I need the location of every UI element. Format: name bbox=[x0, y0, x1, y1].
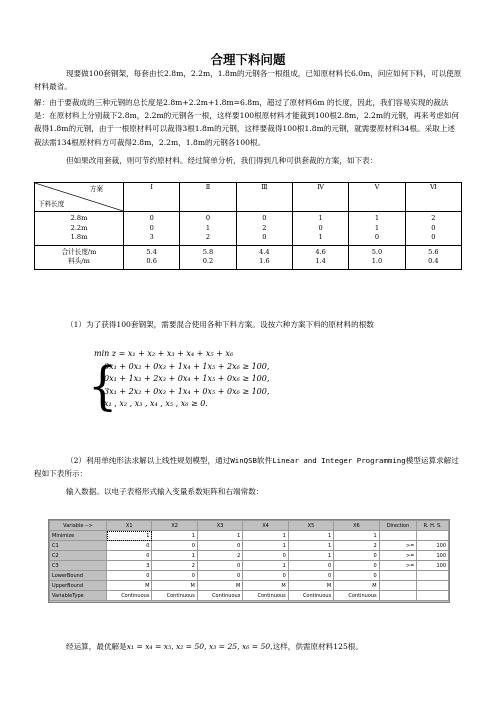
method-text: 软件 bbox=[257, 456, 273, 465]
sheet-cell[interactable]: 0 bbox=[197, 561, 242, 571]
sheet-cell[interactable]: M bbox=[197, 581, 242, 591]
sheet-cell[interactable] bbox=[379, 571, 417, 581]
scheme-header: Ⅰ bbox=[124, 183, 180, 212]
constraint-row: 0x₁ + 0x₂ + 0x₃ + 1x₄ + 1x₅ + 2x₆ ≥ 100, bbox=[104, 361, 270, 371]
sheet-cell[interactable]: 3 bbox=[107, 561, 152, 571]
sheet-cell[interactable]: 0 bbox=[334, 571, 379, 581]
scheme-header: Ⅳ bbox=[292, 183, 348, 212]
sheet-cell[interactable]: 1 bbox=[243, 561, 288, 571]
sheet-cell[interactable]: 0 bbox=[152, 541, 197, 551]
summary-cell: 5.0 1.0 bbox=[349, 245, 405, 269]
row-label: LowerBound bbox=[50, 571, 107, 581]
sheet-cell[interactable]: M bbox=[152, 581, 197, 591]
sheet-cell[interactable]: 100 bbox=[417, 561, 449, 571]
waste-label: 料头/m bbox=[68, 257, 90, 265]
scheme-header: Ⅱ bbox=[180, 183, 236, 212]
sheet-cell[interactable]: M bbox=[107, 581, 152, 591]
sheet-cell[interactable]: 1 bbox=[243, 531, 288, 541]
sheet-cell[interactable]: Continuous bbox=[197, 591, 242, 601]
objective-function: min z = x₁ + x₂ + x₃ + x₄ + x₅ + x₆ bbox=[94, 349, 234, 358]
sheet-cell[interactable] bbox=[379, 591, 417, 601]
summary-label-cell bbox=[35, 245, 124, 269]
sheet-cell[interactable]: 0 bbox=[243, 571, 288, 581]
row-label: C2 bbox=[50, 551, 107, 561]
count-cell: 0 1 2 bbox=[180, 212, 236, 246]
sheet-header-row bbox=[50, 521, 449, 531]
sheet-cell[interactable]: 2 bbox=[197, 551, 242, 561]
table-row bbox=[35, 212, 462, 246]
row-label: C1 bbox=[50, 541, 107, 551]
sheet-header: Variable --> bbox=[50, 521, 107, 531]
sheet-cell[interactable]: 2 bbox=[152, 561, 197, 571]
sheet-cell[interactable]: >= bbox=[379, 541, 417, 551]
table-row bbox=[35, 245, 462, 269]
sheet-cell[interactable] bbox=[417, 581, 449, 591]
variables-paragraph: （1）为了获得100套钢架，需要混合使用各种下料方案。设按六种方案下料的原材料的根数 bbox=[66, 320, 374, 329]
sheet-cell[interactable]: 0 bbox=[107, 551, 152, 561]
winqsb-spreadsheet bbox=[48, 519, 450, 603]
length-label: 1.8m bbox=[70, 233, 88, 241]
sheet-cell[interactable]: 2 bbox=[334, 541, 379, 551]
result-prefix: 经运算，最优解是 bbox=[66, 642, 127, 651]
table-header-row bbox=[35, 183, 462, 212]
sheet-cell[interactable]: 0 bbox=[288, 561, 333, 571]
sheet-cell[interactable]: 1 bbox=[288, 531, 333, 541]
summary-cell: 4.4 1.6 bbox=[236, 245, 292, 269]
sheet-cell[interactable]: 0 bbox=[107, 571, 152, 581]
sheet-row bbox=[50, 541, 449, 551]
sheet-row bbox=[50, 571, 449, 581]
lp-model bbox=[88, 348, 270, 416]
sheet-cell[interactable]: 1 bbox=[288, 551, 333, 561]
row-label: VariableType bbox=[50, 591, 107, 601]
constraint-row: 3x₁ + 2x₂ + 0x₃ + 1x₄ + 0x₅ + 0x₆ ≥ 100, bbox=[104, 386, 270, 396]
header-length-label: 下料长度 bbox=[38, 199, 65, 208]
sheet-header: X1 bbox=[107, 521, 152, 531]
sheet-cell[interactable] bbox=[379, 581, 417, 591]
optimal-solution: x₁ = x₄ = x₅, x₂ = 50, x₃ = 25, x₆ = 50, bbox=[126, 642, 273, 651]
sheet-cell[interactable]: 1 bbox=[107, 531, 152, 541]
sheet-row bbox=[50, 531, 449, 541]
sheet-header: X6 bbox=[334, 521, 379, 531]
sheet-cell[interactable]: 0 bbox=[243, 551, 288, 561]
sheet-cell[interactable]: M bbox=[288, 581, 333, 591]
sheet-header: X2 bbox=[152, 521, 197, 531]
sheet-cell[interactable]: 1 bbox=[243, 541, 288, 551]
result-line bbox=[66, 641, 363, 652]
sheet-cell[interactable]: 0 bbox=[197, 541, 242, 551]
row-label: C3 bbox=[50, 561, 107, 571]
sheet-cell[interactable]: Continuous bbox=[107, 591, 152, 601]
page-title: 合理下料问题 bbox=[210, 52, 286, 67]
sheet-cell[interactable]: Continuous bbox=[288, 591, 333, 601]
result-suffix: 这样，供需原材料125根。 bbox=[272, 642, 363, 651]
constraint-row: 0x₁ + 1x₂ + 2x₃ + 0x₄ + 1x₅ + 0x₆ ≥ 100, bbox=[104, 374, 270, 383]
sheet-cell[interactable]: 100 bbox=[417, 551, 449, 561]
sheet-cell[interactable]: 100 bbox=[417, 541, 449, 551]
sheet-header: X4 bbox=[243, 521, 288, 531]
solution-paragraph: 解：由于要裁成的三种元钢的总长度是2.8m+2.2m+1.8m=6.8m，超过了原材料6m 的长度，因此，我们容易实现的裁法是：在原材料上分别裁下2.8m，2.2m的元钢各一根，这样要100根原材料才能裁到100根2.8m，2.2m的元钢，再来考虑如何裁得1.8m的元钢，由于一根原材料可以裁得3根1.8m的元钢，这样要裁得100根1.8m的元钢，就需要原材料34根。采取上述裁法需134根原材料方可裁得2.8m，2.2m，1.8m的元钢各100根。 bbox=[34, 98, 460, 147]
sheet-cell[interactable]: 0 bbox=[197, 571, 242, 581]
length-label: 2.2m bbox=[70, 223, 88, 232]
count-cell: 1 0 1 bbox=[292, 212, 348, 246]
sheet-cell[interactable]: 0 bbox=[107, 541, 152, 551]
sheet-cell[interactable] bbox=[417, 531, 449, 541]
length-cell bbox=[35, 212, 124, 246]
constraint-list bbox=[94, 361, 269, 411]
summary-cell: 5.6 0.4 bbox=[405, 245, 461, 269]
cutting-scheme-table bbox=[34, 182, 462, 270]
method-text: （2）利用单纯形法求解以上线性规划模型，通过 bbox=[66, 456, 231, 465]
sheet-cell[interactable]: 0 bbox=[334, 561, 379, 571]
row-label: UpperBound bbox=[50, 581, 107, 591]
sheet-header: Direction bbox=[379, 521, 417, 531]
sheet-cell[interactable]: 1 bbox=[197, 531, 242, 541]
length-label: 2.8m bbox=[70, 214, 88, 222]
row-label: Minimize bbox=[50, 531, 107, 541]
sheet-cell[interactable] bbox=[417, 591, 449, 601]
sheet-row bbox=[50, 591, 449, 601]
count-cell: 0 0 3 bbox=[124, 212, 180, 246]
scheme-header: Ⅵ bbox=[405, 183, 461, 212]
sheet-row bbox=[50, 561, 449, 571]
constraint-brace: { bbox=[88, 355, 118, 416]
summary-cell: 4.6 1.4 bbox=[292, 245, 348, 269]
sheet-cell[interactable]: 1 bbox=[152, 551, 197, 561]
sheet-cell[interactable]: >= bbox=[379, 551, 417, 561]
sheet-cell[interactable]: 1 bbox=[334, 531, 379, 541]
sheet-header: R. H. S. bbox=[417, 521, 449, 531]
count-cell: 2 0 0 bbox=[405, 212, 461, 246]
sheet-cell[interactable] bbox=[379, 531, 417, 541]
constraint-row: x₁ , x₂ , x₃ , x₄ , x₅ , x₆ ≥ 0. bbox=[104, 399, 208, 408]
sheet-cell[interactable] bbox=[417, 571, 449, 581]
summary-cell: 5.8 0.2 bbox=[180, 245, 236, 269]
problem-statement: 现要做100套钢架，每套由长2.8m，2.2m，1.8m的元钢各一根组成，已知原材料长6.0m，问应如何下料，可以使原材料最省。 bbox=[34, 69, 462, 92]
sheet-cell[interactable]: Continuous bbox=[152, 591, 197, 601]
count-cell: 0 2 0 bbox=[236, 212, 292, 246]
sheet-header: X3 bbox=[197, 521, 242, 531]
sheet-cell[interactable]: Continuous bbox=[334, 591, 379, 601]
sheet-cell[interactable]: M bbox=[243, 581, 288, 591]
sheet-cell[interactable]: 0 bbox=[152, 571, 197, 581]
sheet-cell[interactable]: >= bbox=[379, 561, 417, 571]
method-paragraph bbox=[34, 454, 462, 480]
alt-intro-paragraph: 但如果改用套裁，则可节约原材料。经过简单分析，我们得到几种可供套裁的方案，如下表： bbox=[66, 156, 378, 165]
module-name: Linear and Integer Programming bbox=[272, 456, 406, 465]
input-paragraph: 输入数据。以电子表格形式输入变量系数矩阵和右端常数： bbox=[66, 487, 264, 496]
header-scheme-label: 方案 bbox=[89, 185, 103, 193]
scheme-header: Ⅴ bbox=[349, 183, 405, 212]
sheet-row bbox=[50, 551, 449, 561]
sheet-cell[interactable]: 1 bbox=[288, 541, 333, 551]
sheet-row bbox=[50, 581, 449, 591]
total-length-label: 合计长度/m bbox=[61, 247, 97, 256]
software-name: WinQSB bbox=[230, 456, 258, 465]
method-text: 模型运算求解过程如下表所示： bbox=[34, 456, 459, 479]
sheet-cell[interactable]: 0 bbox=[334, 551, 379, 561]
summary-cell: 5.4 0.6 bbox=[124, 245, 180, 269]
sheet-cell[interactable]: M bbox=[334, 581, 379, 591]
sheet-header: X5 bbox=[288, 521, 333, 531]
scheme-header: Ⅲ bbox=[236, 183, 292, 212]
sheet-cell[interactable]: 1 bbox=[152, 531, 197, 541]
sheet-cell[interactable]: 0 bbox=[288, 571, 333, 581]
count-cell: 1 1 0 bbox=[349, 212, 405, 246]
sheet-cell[interactable]: Continuous bbox=[243, 591, 288, 601]
diagonal-header-cell bbox=[35, 183, 124, 212]
